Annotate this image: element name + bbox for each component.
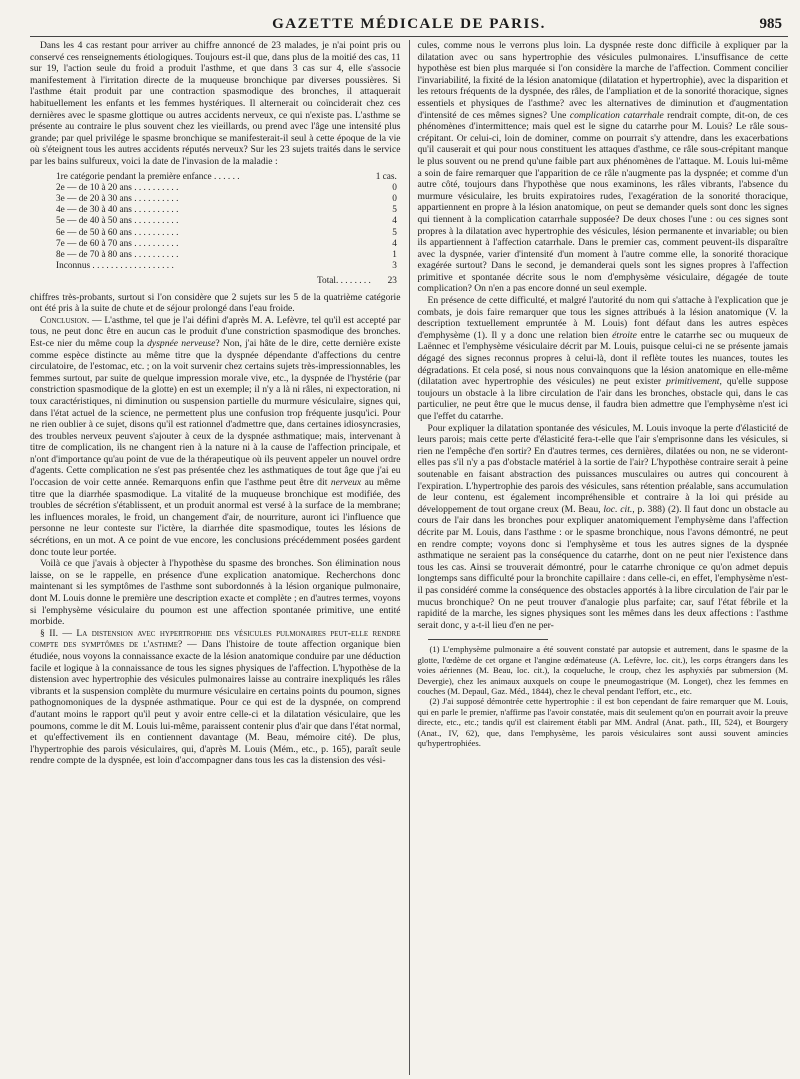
paragraph: chiffres très-probants, surtout si l'on considère que 2 sujets sur les 5 de la quatrième catégorie ont été pris à la suite de chute et de séjour prolongé dans l'eau froide. (30, 291, 401, 315)
table-row (56, 172, 397, 183)
row-label-cell (56, 228, 375, 239)
paragraph: Pour expliquer la dilatation spontanée des vésicules, M. Louis invoque la perte d'élasticité de leurs parois; mais cette perte d'élasticité fera-t-elle que l'air s'emprisonne dans les vésicules, si rien ne l'empêche d'en sortir? En d'autres termes, ces dernières, dilatées ou non, ne se videront-elles pas s'il n'y a pas d'obstacle matériel à la sortie de l'air? L'hypothèse contraire serait à peine soutenable en faisant abstraction des puissances musculaires ou autres qui concourent à l'expiration. L'hypertrophie des parois des vésicules, sans rétention préalable, sans accumulation de leur contenu, est également incompréhensible et contraire à la loi qui préside au développement de tout organe creux (M. Beau, loc. cit., p. 388) (2). Il faut donc un obstacle au cours de l'air dans les bronches pour expliquer anatomiquement l'emphysème dans l'affection décrite par M. Louis, dans l'asthme : or le spasme bronchique, nous l'avons démontré, ne peut en rendre compte; voyons donc si l'emphysème et tous les autres signes de la dyspnée asthmatique ne seraient pas la conséquence du catarrhe, dont on ne peut nier l'existence dans tous les cas. Ainsi se trouverait démontré, pour le catarrhe chronique ce qu'on admet depuis longtemps sans difficulté pour la bronchite capillaire : dans celle-ci, en effet, l'emphysème n'est-il pas considéré comme la conséquence des obstacles apportés à la libre circulation de l'air par le mucus bronchique? On ne peut trouver d'analogie plus parfaite; car, sauf l'état fébrile et la rapidité de la marche, les signes physiques sont les mêmes dans les deux affections : l'asthme serait donc, y a-t-il lieu d'en ne per- (417, 422, 788, 631)
row-label-cell (56, 250, 375, 261)
row-leader: . . . . . . (213, 171, 240, 182)
row-label-cell (56, 261, 375, 272)
row-count: 5 (392, 227, 397, 238)
paragraph: cules, comme nous le verrons plus loin. La dyspnée reste donc difficile à expliquer par la dilatation avec ou sans hypertrophie des vésicules pulmonaires. L'insuffisance de cette hypothèse est bien plus marquée si l'on considère la marche de l'affection. Comment concilier l'invariabilité, la fixité de la lésion anatomique (dilatation et hypertrophie), avec la disparition et les retours fréquents de la dyspnée, des râles, de l'ampliation et de la sonorité thoracique, signes essentiels et physiques de l'asthme? avec les alternatives de diminution et d'augmentation d'intensité de ces mêmes signes? Une complication catarrhale rendrait compte, dit-on, de ces phénomènes d'intermittence; mais quel est le signe du catarrhe pour M. Louis? Le râle sous-crépitant. Or celui-ci, loin de dominer, comme on pourrait s'y attendre, dans les exacerbations qu'il causerait et qui pour nous constituent les attaques d'asthme, ce râle sous-crépitant manque le plus souvent ou ne prend qu'une faible part aux phénomènes de l'attaque. M. Louis lui-même a soin de faire remarquer que l'apparition de ce râle n'augmente pas la dyspnée; et comme d'un autre côté, toujours dans l'hypothèse que nous examinons, les râles vibrants, l'absence du murmure vésiculaire, les bruits expiratoires rudes, l'exagération de la sonorité thoracique, appartiennent en propre à la lésion anatomique, on peut se demander quels sont donc les signes qui tiennent à la complication catarrhale supposée? De deux choses l'une : ou ces signes sont propres à la dilatation avec hypertrophie des vésicules, lésion permanente et invariable; ou bien ils appartiennent à l'affection catarrhale. Dans le premier cas, comment peuvent-ils disparaître avec la dyspnée, varier d'intensité d'un moment à l'autre comme elle, la sonorité thoracique exagérée surtout? Dans le second, je demanderai quels sont les signes propres à l'affection primitive et spontanée décrite sous le nom d'emphysème vésiculaire, dégagée de toute complication? On n'en a pas encore donné un seul exemple. (417, 40, 788, 295)
row-count: 4 (392, 238, 397, 249)
row-leader: . . . . . . . . . . (134, 249, 179, 260)
paragraph: En présence de cette difficulté, et malgré l'autorité du nom qui s'attache à l'explication que je combats, je dois faire remarquer que tous les signes attribués à la lésion anatomique (V. la description textuellement empruntée à M. Louis) font défaut dans les autres espèces d'emphysème (1). Il y a donc une relation bien étroite entre le catarrhe sec ou muqueux de Laënnec et l'emphysème vésiculaire décrit par M. Louis, puisque celui-ci ne se présente jamais dégagé des signes reconnus propres à celui-là, dont il reflète toutes les nuances, toutes les dégradations. Et cela posé, si nous nous convainquons que la lésion anatomique en elle-même (dilatation avec hypertrophie des vésicules) ne peut exister primitivement, qu'elle suppose toujours un obstacle à la libre circulation de l'air dans les bronches, obstacle qui, dans le cas particulier, ne peut être que le mucus dense, il faudra bien admettre que l'emphysème n'est ici que l'effet du catarrhe. (417, 295, 788, 422)
row-label-text: 6e — de 50 à 60 ans (56, 227, 132, 238)
conclusion-heading: Conclusion. (40, 314, 90, 326)
footnote: (1) L'emphysème pulmonaire a été souvent constaté par autopsie et autrement, dans le spasme de la glotte, l'œdème de cet organe et l'angine œdémateuse (A. Lefèvre, loc. cit.), les corps étrangers dans les voies aériennes (M. Beau, loc. cit.), la coqueluche, le croup, chez les asphyxiés par submersion (M. Devergie), chez les animaux auxquels on coupe le pneumogastrique (M. Longet), chez les femmes en couches (M. Depaul, Gaz. Méd., 1844), chez le cheval pendant l'effort, etc., etc. (417, 644, 788, 696)
row-leader: . . . . . . . . . . (134, 216, 179, 227)
row-count: 1 cas. (375, 171, 397, 182)
row-leader: . . . . . . . . . . . . . . . . . . (92, 261, 174, 272)
page-header (30, 10, 788, 37)
journal-title: GAZETTE MÉDICALE DE PARIS. (272, 16, 546, 32)
row-leader: . . . . . . . . . . (134, 238, 179, 249)
section-paragraph: § II. — La distension avec hypertrophie des vésicules pulmonaires peut-elle rendre compte des symptômes de l'asthme? — Dans l'histoire de toute affection organique bien étudiée, nous voyons la connaissance exacte de la lésion anatomique conduire par une déduction facile et logique à la connaissance de tous les signes physiques de l'affection. L'hypothèse de la distension avec hypertrophie des vésicules pulmonaires laisse au contraire inexpliqués les râles vibrants et la suspension complète du murmure vésiculaire en certains points du poumon, signes pathognomoniques de la dyspnée asthmatique. Pour ce qui est de la dyspnée, on comprend d'autant moins le rapport qu'il peut y avoir entre celle-ci et la dilatation vésiculaire, que les poumons, comme le dit M. Louis lui-même, paraissent contenir plus d'air que dans l'état normal, et qu'effectivement ils en contiennent davantage (M. Beau, mémoire cité). De plus, l'hypertrophie des parois vésiculaires, qui, d'après M. Louis (Mém., etc., p. 165), paraît seule rendre compte de la dyspnée, est loin d'accompagner dans tous les cas la distension des vési- (30, 627, 401, 767)
footnote: (2) J'ai supposé démontrée cette hypertrophie : il est bon cependant de faire remarquer que M. Louis, qui en parle le premier, n'affirme pas l'avoir constatée, mais dit seulement qu'on en pourrait avoir la preuve directe, etc., etc.; tandis qu'il est clairement établi par MM. Andral (Anat. path., III, 524), et Bourgery (Anat., IV, 62), que, dans l'emphysème, les parois vésiculaires sont aussi souvent amincies qu'hypertrophiées. (417, 696, 788, 748)
row-label-text: 3e — de 20 à 30 ans (56, 193, 132, 204)
row-leader: . . . . . . . . . . (134, 205, 179, 216)
table-row (56, 205, 397, 216)
section-heading: § II. — La distension avec hypertrophie des vésicules pulmonaires peut-elle rendre compte des symptômes de l'asthme? (30, 627, 401, 651)
row-count: 0 (392, 182, 397, 193)
row-count: 4 (392, 216, 397, 227)
row-leader: . . . . . . . . . . (134, 227, 179, 238)
row-count: 3 (392, 261, 397, 272)
total-label: Total. . . . . . . . (317, 276, 371, 287)
row-label-text: 4e — de 30 à 40 ans (56, 205, 132, 216)
paragraph: Dans les 4 cas restant pour arriver au chiffre annoncé de 23 malades, je n'ai point pris ou conservé ces renseignements étiologiques. Toujours est-il que, dans plus de la moitié des cas, 11 sur 19, l'action seule du froid a produit l'asthme, et que dans 3 cas sur 4, elle s'associe manifestement à l'irritation directe de la muqueuse bronchique par diverses poussières. Si l'asthme était produit par une contraction spasmodique des bronches, il attaquerait habituellement les enfants et les femmes hystériques. Il alternerait ou coïnciderait chez ces dernières avec le spasme glottique ou autres accidents nerveux, ce qui n'existe pas. L'asthme se présente au contraire le plus souvent chez les vieillards, ou prend avec l'âge une intensité plus grande; par quel privilége le spasme bronchique se manifesterait-il seul à cette époque de la vie où s'éteignent tous les autres accidents réputés nerveux? Sur les 23 sujets traités dans le service par les bains sulfureux, voici la date de l'invasion de la maladie : (30, 40, 401, 167)
row-label-text: 8e — de 70 à 80 ans (56, 249, 132, 260)
table-row (56, 228, 397, 239)
footnote-rule (428, 639, 548, 640)
onset-age-table (56, 172, 397, 288)
row-label-cell (56, 205, 375, 216)
table-row (56, 183, 397, 194)
table-row (56, 194, 397, 205)
table-row (56, 239, 397, 250)
row-label-text: 5e — de 40 à 50 ans (56, 216, 132, 227)
row-leader: . . . . . . . . . . (134, 193, 179, 204)
row-count: 5 (392, 205, 397, 216)
row-label-text: 7e — de 60 à 70 ans (56, 238, 132, 249)
row-label-cell (56, 172, 375, 183)
right-column (410, 40, 789, 1075)
table-total-row (56, 272, 397, 287)
page-number: 985 (759, 16, 782, 32)
paragraph: Voilà ce que j'avais à objecter à l'hypothèse du spasme des bronches. Son élimination nous laisse, on se le rappelle, en présence d'une explication anatomique. Recherchons donc maintenant si les symptômes de l'asthme sont subordonnés à la lésion organique pulmonaire, dont M. Louis donne le première une description exacte et complète ; en d'autres termes, voyons si l'emphysème vésiculaire du poumon est une affection spontanée primitive, une entité morbide. (30, 558, 401, 628)
row-count: 1 (392, 249, 397, 260)
table-row (56, 261, 397, 272)
table-row (56, 216, 397, 227)
row-label-cell (56, 194, 375, 205)
row-leader: . . . . . . . . . . (134, 182, 179, 193)
left-column (30, 40, 409, 1075)
conclusion-paragraph: Conclusion. — L'asthme, tel que je l'ai défini d'après M. A. Lefèvre, tel qu'il est accepté par tous, ne peut donc être en aucun cas le produit d'une constriction spasmodique des bronches. Est-ce nier du même coup la dyspnée nerveuse? Non, j'ai hâte de le dire, cette dernière existe comme espèce distincte au même titre que la dyspnée dépendante d'affections du centre circulatoire, de l'estomac, etc. ; on la voit survenir chez certains sujets très-impressionnables, les femmes surtout, par suite de quelque impression morale vive, etc., la dyspnée de l'hystérie (par constriction spasmodique de la glotte) en est un exemple; il n'y a là ni râles, ni expectoration, ni toux caractéristiques, ni diminution ou suspension partielle du murmure vésiculaire, signes qui, dans l'état actuel de la science, ne permettent plus une confusion trop fréquente jusqu'ici. Pour ne rien oublier à ce sujet, disons qu'il est rationnel d'admettre que, dans certaines idiosyncrasies, des troubles nerveux peuvent s'ajouter à ceux de la dyspnée asthmatique; mais, intervenant à titre de complication, ils ne changent rien à la nature ni à la cause de l'affection principale, et n'ont d'importance qu'au point de vue de la thérapeutique où ils peuvent appeler un nouvel ordre d'agents. Cette complication ne s'est pas présentée chez les asthmatiques de tout âge que j'ai eu l'occasion de voir cette année. Remarquons enfin que l'asthme peut être dit nerveux au même titre que la diarrhée spasmodique. La vitalité de la muqueuse bronchique est modifiée, des troubles de sécrétion s'établissent, et un produit anormal est versé à la surface de la membrane; les influences morales, le froid, un changement d'air, de nourriture, auront ici l'influence que personne ne leur conteste sur l'ictère, la diarrhée dite spasmodique, toutes les lésions de sécrétions, en un mot. A ce point de vue encore, les conclusions précédemment posées gardent donc toute leur portée. (30, 314, 401, 558)
row-label-text: Inconnus (56, 261, 91, 272)
row-label-text: 1re catégorie pendant la première enfance (56, 171, 212, 182)
row-label-cell (56, 216, 375, 227)
two-column-body (30, 40, 788, 1075)
row-label-cell (56, 239, 375, 250)
total-value: 23 (387, 276, 397, 287)
table-row (56, 250, 397, 261)
row-label-text: 2e — de 10 à 20 ans (56, 182, 132, 193)
row-label-cell (56, 183, 375, 194)
row-count: 0 (392, 193, 397, 204)
